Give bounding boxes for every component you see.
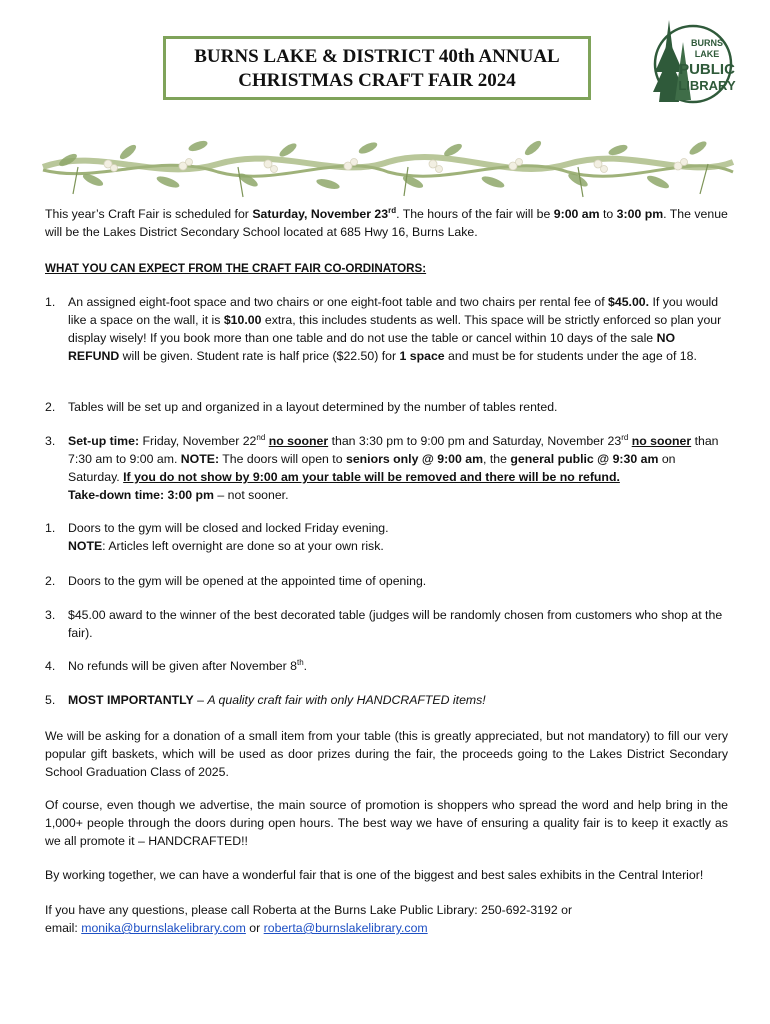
list-item (45, 293, 728, 365)
intro-paragraph (45, 205, 728, 241)
logo-line-2: LAKE (694, 49, 720, 59)
title-line-2: CHRISTMAS CRAFT FAIR 2024 (238, 70, 516, 91)
intro-text-2: . The hours of the fair will be (396, 207, 554, 221)
library-logo (645, 12, 737, 108)
item-text: – (193, 693, 208, 707)
donation-paragraph: We will be asking for a donation of a small item from your table (this is greatly appreciated, but not mandatory) to fill our very popular gift baskets, which will be used as door prizes during the fair, the proceeds going to the Lakes District Secondary School Graduation Class of 2025. (45, 729, 728, 779)
logo-line-4: LIBRARY (678, 78, 736, 93)
takedown-time: Take-down time: 3:00 pm (68, 488, 214, 502)
item-text: will be given. Student rate is half price ($22.50) for (119, 349, 400, 363)
list-item (45, 657, 728, 675)
intro-text-4: . The venue will be the Lakes District Secondary School located at 685 Hwy 16, Burns Lake. (45, 207, 728, 239)
item-text: The doors will open to (219, 452, 346, 466)
item-text: No refunds will be given after November 8 (68, 659, 297, 673)
date-suffix: rd (621, 432, 629, 442)
list-number: 3. (45, 434, 56, 448)
no-sooner: no sooner (268, 434, 329, 448)
contact-paragraph (45, 901, 728, 937)
list-number: 2. (45, 574, 56, 588)
no-sooner: no sooner (631, 434, 692, 448)
list-number: 1. (45, 295, 56, 309)
promotion-paragraph: Of course, even though we advertise, the main source of promotion is shoppers who spread the word and help bring in the 1,000+ people through the doors during open hours. The best way we have of ensuring a quality fair is to keep it exactly as we all promote it – HANDCRAFTED!! (45, 798, 728, 848)
list-item (45, 606, 728, 642)
fair-date-suffix: rd (388, 205, 397, 215)
item-text: An assigned eight-foot space and two chairs or one eight-foot table and two chairs per rental fee of (68, 295, 609, 309)
list-number: 1. (45, 521, 56, 535)
fair-date: Saturday, November 23 (252, 207, 389, 221)
most-importantly: MOST IMPORTANTLY (68, 693, 194, 707)
list-item (45, 398, 728, 416)
section-heading: WHAT YOU CAN EXPECT FROM THE CRAFT FAIR CO-ORDINATORS: (45, 262, 427, 275)
intro-text-3: to (599, 207, 617, 221)
start-time: 9:00 am (553, 207, 600, 221)
item-text: . (303, 659, 308, 673)
general-public-time: general public @ 9:30 am (510, 452, 659, 466)
note-label: NOTE (68, 539, 103, 553)
date-suffix: th (296, 657, 304, 667)
setup-label: Set-up time: (68, 434, 140, 448)
date-suffix: nd (256, 432, 266, 442)
list-number: 3. (45, 608, 56, 622)
item-text: Friday, November 22 (139, 434, 257, 448)
list-number: 5. (45, 693, 56, 707)
wall-fee: $10.00 (223, 313, 262, 327)
logo-line-1: BURNS (690, 38, 724, 48)
item-text: than 3:30 pm to 9:00 pm and Saturday, November 23 (328, 434, 622, 448)
contact-text: If you have any questions, please call Roberta at the Burns Lake Public Library: 250-692-3192 or (45, 903, 573, 917)
item-text: – not sooner. (214, 488, 289, 502)
item-text: than 7:30 am to 9:00 am. (68, 434, 719, 466)
or-text: or (245, 921, 264, 935)
title-line-1: BURNS LAKE & DISTRICT 40th ANNUAL (194, 46, 560, 67)
list-item (45, 572, 728, 590)
item-text: If you would like a space on the wall, it is (68, 295, 719, 327)
end-time: 3:00 pm (616, 207, 664, 221)
logo-line-3: PUBLIC (679, 61, 735, 78)
item-text: Tables will be set up and organized in a layout determined by the number of tables rented. (68, 400, 558, 414)
note-label: NOTE: (180, 452, 220, 466)
email-link-monika[interactable]: monika@burnslakelibrary.com (81, 921, 246, 935)
item-text: Doors to the gym will be opened at the appointed time of opening. (68, 574, 427, 588)
rental-fee: $45.00. (608, 295, 650, 309)
one-space: 1 space (399, 349, 445, 363)
item-text: on Saturday. (68, 452, 676, 484)
list-item (45, 691, 728, 709)
item-text: : Articles left overnight are done so at your own risk. (102, 539, 384, 553)
handcrafted-tagline: A quality craft fair with only HANDCRAFTED items! (207, 693, 486, 707)
list-number: 4. (45, 659, 56, 673)
item-text: Doors to the gym will be closed and locked Friday evening. (68, 521, 389, 535)
list-number: 2. (45, 400, 56, 414)
list-item (45, 432, 728, 504)
seniors-time: seniors only @ 9:00 am (345, 452, 484, 466)
together-paragraph: By working together, we can have a wonderful fair that is one of the biggest and best sales exhibits in the Central Interior! (45, 868, 704, 882)
list-item (45, 519, 728, 555)
email-link-roberta[interactable]: roberta@burnslakelibrary.com (263, 921, 428, 935)
item-text: $45.00 award to the winner of the best decorated table (judges will be randomly chosen from customers who shop at the fair). (68, 608, 723, 640)
title-box (163, 36, 591, 100)
no-show-warning: If you do not show by 9:00 am your table will be removed and there will be no refund. (123, 470, 620, 484)
item-text: and must be for students under the age of 18. (444, 349, 697, 363)
intro-text-1: This year’s Craft Fair is scheduled for (45, 207, 253, 221)
item-text: extra, this includes students as well. This space will be strictly enforced so plan your display wisely! If you book more than one table and do not use the table or cancel within 10 days of the sale (68, 313, 722, 345)
no-refund: NO REFUND (68, 331, 676, 363)
email-label: email: (45, 921, 82, 935)
item-text: , the (483, 452, 511, 466)
mistletoe-garland-image (38, 122, 738, 204)
